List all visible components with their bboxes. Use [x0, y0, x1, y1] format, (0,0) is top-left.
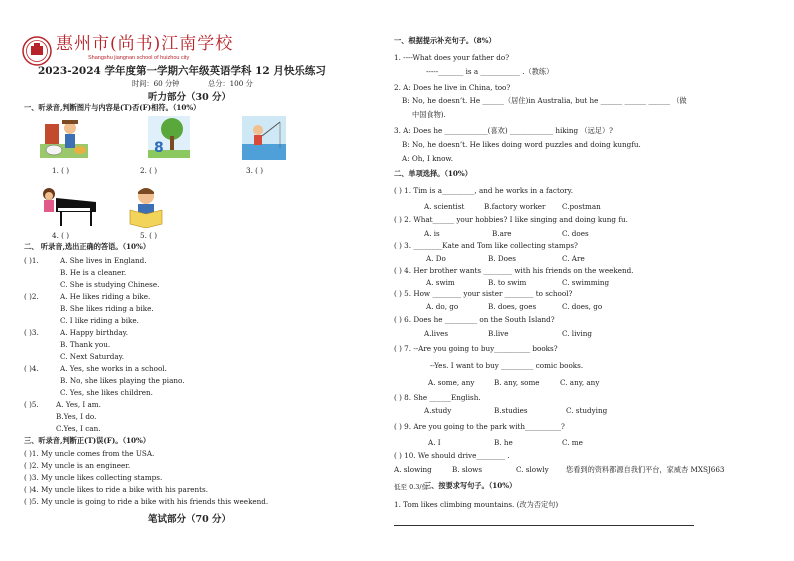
fill-q3-line3: A: Oh, I know.	[402, 154, 454, 163]
mc-option-a: A. slowing	[394, 465, 432, 474]
option-a: A. She lives in England.	[60, 256, 147, 265]
written-section2-title: 二、单项选择。（10%）	[394, 169, 472, 178]
picture-fishing	[242, 116, 286, 160]
logo-english-name: Shangshu jiangnan school of huizhou city	[88, 55, 190, 61]
picture-piano	[36, 186, 98, 228]
fill-q2-line2: B: No, he doesn’t. He ______（居住)in Australia, but he ______ ______ ______ （做	[402, 96, 687, 105]
mc-option-c: C. does	[562, 229, 589, 238]
tf-item-4: ( )4. My uncle likes to ride a bike with his parents.	[24, 485, 208, 494]
mc-option-a: A. swim	[426, 278, 455, 287]
mc-option-b: B. to swim	[488, 278, 527, 287]
option-a: A. He likes riding a bike.	[60, 292, 151, 301]
listening-section2-title: 二、 听录音,选出正确的答语。（10%）	[24, 242, 151, 251]
item-number: ( )4.	[24, 364, 39, 373]
svg-text:8: 8	[154, 140, 164, 156]
mc-stem: ( ) 1. Tim is a_________, and he works in a factory.	[394, 186, 573, 195]
mc-option-a: A. Do	[426, 254, 446, 263]
item-number: ( )1.	[24, 256, 39, 265]
picture-label-4: 4. ( )	[52, 231, 70, 240]
mc-option-c: C. any, any	[560, 378, 600, 387]
written-section1-title: 一、根据提示补充句子。（8%）	[394, 36, 496, 45]
picture-reading-boy	[124, 186, 168, 228]
answer-line	[394, 525, 694, 526]
option-b: B. She likes riding a bike.	[60, 304, 154, 313]
mc-stem: ( ) 5. How ________ your sister ________ to school?	[394, 289, 573, 298]
rewrite-q1: 1. Tom likes climbing mountains. (改为否定句)	[394, 500, 559, 509]
logo-chinese-name: 惠州市(尚书)江南学校	[56, 34, 234, 54]
mc-option-b: B. does, goes	[488, 302, 537, 311]
mc-option-b: B. he	[494, 438, 513, 447]
option-c: C.Yes, I can.	[56, 424, 101, 433]
mc-option-a: A. I	[428, 438, 441, 447]
option-a: A. Happy birthday.	[60, 328, 128, 337]
tf-item-3: ( )3. My uncle likes collecting stamps.	[24, 473, 163, 482]
picture-label-1: 1. ( )	[52, 166, 70, 175]
mc-option-c: C. me	[562, 438, 583, 447]
mc-stem: ( ) 10. We should drive________ .	[394, 451, 510, 460]
option-b: B. No, she likes playing the piano.	[60, 376, 185, 385]
fill-q3-line1: 3. A: Does he ____________(喜欢) ____________ hiking （远足）?	[394, 126, 614, 135]
mc-option-a: A. is	[424, 229, 440, 238]
picture-farm-man	[40, 116, 88, 158]
option-b: B. Thank you.	[60, 340, 111, 349]
option-c: C. Yes, she likes children.	[60, 388, 153, 397]
mc-option-b: B. any, some	[494, 378, 540, 387]
option-a: A. Yes, she works in a school.	[60, 364, 167, 373]
mc-option-a: A. scientist	[424, 202, 465, 211]
fill-q2-line1: 2. A: Does he live in China, too?	[394, 83, 511, 92]
tf-item-2: ( )2. My uncle is an engineer.	[24, 461, 131, 470]
mc-option-c: C. swimming	[562, 278, 610, 287]
option-b: B. He is a cleaner.	[60, 268, 127, 277]
written-part-heading: 笔试部分（70 分）	[148, 514, 232, 525]
mc-stem: ( ) 4. Her brother wants ________ with his friends on the weekend.	[394, 266, 634, 275]
option-c: C. I like riding a bike.	[60, 316, 139, 325]
mc-option-b: B.studies	[494, 406, 528, 415]
item-number: ( )5.	[24, 400, 39, 409]
mc-option-b: B.are	[492, 229, 512, 238]
mc-option-b: B.live	[488, 329, 509, 338]
mc-option-c: C.postman	[562, 202, 601, 211]
listening-section1-title: 一、听录音,判断图片与内容是(T)否(F)相符。（10%）	[24, 103, 201, 112]
mc-stem: ( ) 3. ________Kate and Tom like collecting stamps?	[394, 241, 578, 250]
tf-item-5: ( )5. My uncle is going to ride a bike with his friends this weekend.	[24, 497, 269, 506]
option-c: C. She is studying Chinese.	[60, 280, 160, 289]
listening-part-heading: 听力部分（30 分）	[148, 92, 232, 103]
picture-label-5: 5. ( )	[140, 231, 158, 240]
school-logo	[22, 36, 52, 66]
picture-label-3: 3. ( )	[246, 166, 264, 175]
mc-stem: ( ) 2. What______ your hobbies? I like singing and doing kung fu.	[394, 215, 628, 224]
picture-tree-number	[148, 116, 190, 158]
mc-option-a: A. some, any	[428, 378, 475, 387]
mc-stem: ( ) 6. Does he _________ on the South Island?	[394, 315, 555, 324]
item-number: ( )3.	[24, 328, 39, 337]
mc-option-a: A.study	[424, 406, 452, 415]
exam-time: 时间：60 分钟	[132, 79, 180, 88]
fill-q2-line3: 中国食物).	[412, 110, 446, 119]
mc-stem: ( ) 7. --Are you going to buy__________ books?	[394, 344, 558, 353]
mc-option-c: C. does, go	[562, 302, 603, 311]
listening-section3-title: 三、听录音,判断正(T)误(F)。（10%）	[24, 436, 151, 445]
mc-option-c: C. slowly	[516, 465, 549, 474]
page-title: 2023-2024 学年度第一学期六年级英语学科 12 月快乐练习	[38, 65, 326, 77]
option-a: A. Yes, I am.	[56, 400, 101, 409]
mc-option-b: B.factory worker	[484, 202, 546, 211]
fill-q1-line2: -----_______ is a ___________ .（教练）	[426, 67, 554, 76]
option-c: C. Next Saturday.	[60, 352, 125, 361]
watermark-text: 您看到的资料都源自我们平台，家威杏 MXSJ663	[566, 465, 725, 474]
mc-option-a: A. do, go	[426, 302, 459, 311]
picture-label-2: 2. ( )	[140, 166, 158, 175]
mc-option-c: C. living	[562, 329, 592, 338]
mc-stem-reply: --Yes. I want to buy _________ comic books.	[430, 361, 584, 370]
mc-stem: ( ) 9. Are you going to the park with__________?	[394, 422, 565, 431]
school-seal-icon	[22, 36, 52, 66]
exam-score: 总分：100 分	[208, 79, 253, 88]
item-number: ( )2.	[24, 292, 39, 301]
tf-item-1: ( )1. My uncle comes from the USA.	[24, 449, 155, 458]
mc-option-b: B. slows	[452, 465, 483, 474]
mc-stem: ( ) 8. She ______English.	[394, 393, 481, 402]
fill-q3-line2: B: No, he doesn’t. He likes doing word puzzles and doing kungfu.	[402, 140, 641, 149]
mc-option-a: A.lives	[424, 329, 449, 338]
fill-q1-line1: 1. ----What does your father do?	[394, 53, 510, 62]
written-section3-title: 三、按要求写句子。（10%）	[424, 481, 517, 490]
mc-option-c: C. studying	[566, 406, 608, 415]
option-b: B.Yes, I do.	[56, 412, 97, 421]
mc-option-b: B. Does	[488, 254, 516, 263]
mc-option-c: C. Are	[562, 254, 585, 263]
low-price-note: 低至 0.3/份	[394, 483, 429, 491]
